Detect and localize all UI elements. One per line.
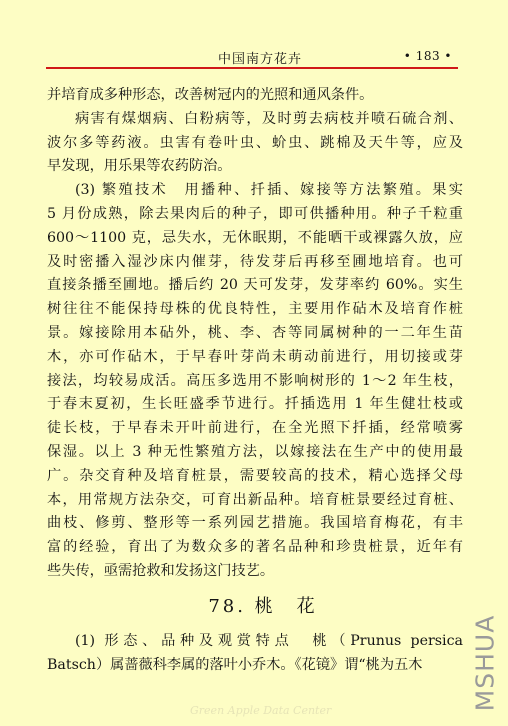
bottom-watermark: Green Apple Data Center: [190, 704, 332, 717]
text-line: 于春末夏初，生长旺盛季节进行。扦插选用 1 年生健壮枝或: [47, 396, 463, 413]
text-line: 早发现，用乐果等农药防治。: [47, 158, 232, 175]
text-line: 5 月份成熟，除去果肉后的种子，即可供播种用。种子千粒重: [47, 205, 463, 222]
section-heading: 78. 桃 花: [208, 595, 318, 617]
text-line: 景。嫁接除用本砧外，桃、李、杏等同属树种的一二年生苗: [47, 324, 463, 341]
header-rule: [46, 67, 458, 69]
text-line: 波尔多等药液。虫害有卷叶虫、蚧虫、跳棉及天牛等，应及: [47, 134, 463, 151]
text-line: 本，用常规方法杂交，可育出新品种。培育桩景要经过育桩、: [47, 491, 463, 508]
text-line: 病害有煤烟病、白粉病等，及时剪去病枝并喷石硫合剂、: [75, 110, 463, 127]
page-number: • 183 •: [403, 49, 452, 63]
text-line: Batsch）属蔷薇科李属的落叶小乔木。《花镜》谓“桃为五木: [47, 656, 423, 673]
text-line: (1) 形态、品种及观赏特点 桃（Prunus persica: [75, 632, 463, 649]
side-watermark-text: MSHUA: [470, 614, 500, 711]
text-line: 曲枝、修剪、整形等一系列园艺措施。我国培育梅花，有丰: [47, 515, 463, 532]
running-title: 中国南方花卉: [218, 52, 303, 67]
text-line: 广。杂交育种及培育桩景，需要较高的技术，精心选择父母: [47, 467, 463, 484]
text-line: 树往往不能保持母株的优良特性，主要用作砧木及培育作桩: [47, 301, 463, 318]
text-line: 木，亦可作砧木，于早春叶芽尚未萌动前进行，用切接或芽: [47, 348, 463, 365]
side-watermark: [462, 610, 508, 715]
text-line: 徒长枝，于早春未开叶前进行，在全光照下扦插，经常喷雾: [47, 420, 463, 437]
text-line: 600～1100 克，忌失水，无休眠期，不能晒干或裸露久放，应: [47, 229, 463, 246]
body-text: [47, 84, 463, 677]
text-line: 保湿。以上 3 种无性繁殖方法，以嫁接法在生产中的使用最: [47, 443, 463, 460]
text-line: 些失传，亟需抢救和发扬这门技艺。: [47, 562, 275, 579]
text-line: 富的经验，育出了为数众多的著名品种和珍贵桩景，近年有: [47, 539, 463, 556]
page-header: [46, 46, 456, 66]
text-line: 直接条播至圃地。播后约 20 天可发芽，发芽率约 60%。实生: [47, 277, 463, 294]
text-line: (3) 繁殖技术 用播种、扦插、嫁接等方法繁殖。果实: [75, 182, 463, 199]
text-line: 及时密播入湿沙床内催芽，待发芽后再移至圃地培育。也可: [47, 253, 463, 270]
text-line: 接法，均较易成活。高压多选用不影响树形的 1～2 年生枝，: [47, 372, 463, 389]
text-line: 并培育成多种形态，改善树冠内的光照和通风条件。: [47, 87, 374, 103]
